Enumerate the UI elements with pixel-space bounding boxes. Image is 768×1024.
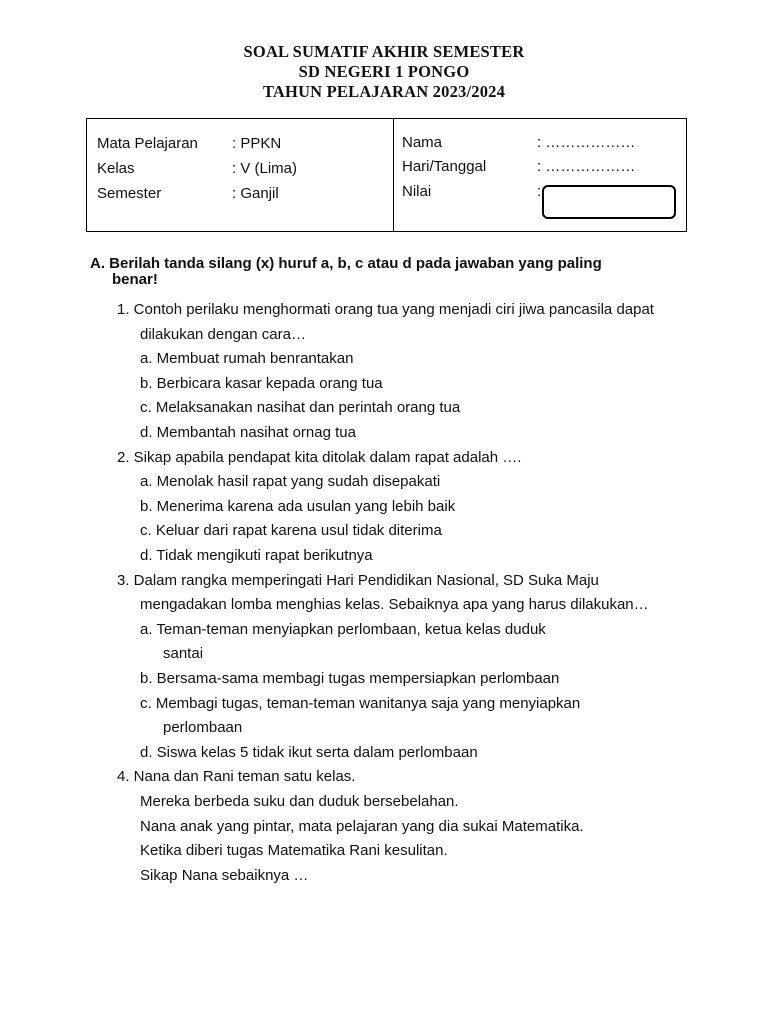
score-label: Nilai: [402, 183, 432, 200]
question-1-option-d[interactable]: d. Membantah nasihat ornag tua: [140, 424, 356, 441]
question-2-option-d[interactable]: d. Tidak mengikuti rapat berikutnya: [140, 547, 373, 564]
question-3-text: mengadakan lomba menghias kelas. Sebaiknya apa yang harus dilakukan…: [140, 596, 649, 614]
question-4-text: Ketika diberi tugas Matematika Rani kesulitan.: [140, 842, 448, 860]
question-1-text: 1. Contoh perilaku menghormati orang tua yang menjadi ciri jiwa pancasila dapat: [117, 301, 654, 318]
score-colon: :: [537, 183, 542, 200]
question-3-option-d[interactable]: d. Siswa kelas 5 tidak ikut serta dalam perlombaan: [140, 743, 478, 761]
question-4-text: Sikap Nana sebaiknya …: [140, 866, 309, 884]
question-1-option-b[interactable]: b. Berbicara kasar kepada orang tua: [140, 374, 383, 392]
question-2-option-b[interactable]: b. Menerima karena ada usulan yang lebih baik: [140, 497, 456, 515]
name-label: Nama: [402, 134, 443, 151]
question-4-text: 4. Nana dan Rani teman satu kelas.: [117, 768, 356, 786]
question-2-text: 2. Sikap apabila pendapat kita ditolak dalam rapat adalah ….: [117, 448, 522, 466]
instruction-line-2: benar!: [112, 271, 158, 288]
question-4-text: Nana anak yang pintar, mata pelajaran yang dia sukai Matematika.: [140, 817, 584, 835]
class-label: Kelas: [97, 160, 135, 177]
exam-title: SOAL SUMATIF AKHIR SEMESTER: [243, 42, 525, 61]
info-box-divider: [393, 119, 394, 231]
instruction-line-1: A. Berilah tanda silang (x) huruf a, b, c atau d pada jawaban yang paling: [90, 255, 602, 272]
semester-value: : Ganjil: [232, 185, 279, 202]
class-value: : V (Lima): [232, 160, 298, 177]
student-info-box: [86, 118, 687, 232]
date-label: Hari/Tanggal: [402, 158, 487, 175]
name-field[interactable]: : ………………: [537, 134, 636, 151]
school-name: SD NEGERI 1 PONGO: [298, 62, 470, 81]
question-1-option-c[interactable]: c. Melaksanakan nasihat dan perintah orang tua: [140, 399, 461, 417]
question-3-option-c[interactable]: c. Membagi tugas, teman-teman wanitanya saja yang menyiapkan: [140, 694, 581, 712]
question-3-option-a[interactable]: santai: [163, 645, 204, 663]
question-1-text: dilakukan dengan cara…: [140, 325, 306, 343]
question-4-text: Mereka berbeda suku dan duduk bersebelahan.: [140, 793, 459, 810]
question-3-option-c[interactable]: perlombaan: [163, 719, 243, 737]
subject-label: Mata Pelajaran: [97, 135, 198, 152]
section-a-instruction: [90, 256, 710, 288]
question-1-option-a[interactable]: a. Membuat rumah benrantakan: [140, 350, 354, 368]
subject-value: : PPKN: [232, 135, 282, 152]
question-3-option-b[interactable]: b. Bersama-sama membagi tugas mempersiapkan perlombaan: [140, 670, 560, 687]
date-field[interactable]: : ………………: [537, 158, 636, 175]
score-box[interactable]: [542, 185, 676, 219]
question-2-option-a[interactable]: a. Menolak hasil rapat yang sudah disepakati: [140, 473, 441, 491]
academic-year: TAHUN PELAJARAN 2023/2024: [262, 82, 506, 101]
question-2-option-c[interactable]: c. Keluar dari rapat karena usul tidak diterima: [140, 522, 442, 540]
question-3-option-a[interactable]: a. Teman-teman menyiapkan perlombaan, ketua kelas duduk: [140, 620, 546, 638]
semester-label: Semester: [97, 185, 162, 202]
question-3-text: 3. Dalam rangka memperingati Hari Pendidikan Nasional, SD Suka Maju: [117, 571, 599, 589]
